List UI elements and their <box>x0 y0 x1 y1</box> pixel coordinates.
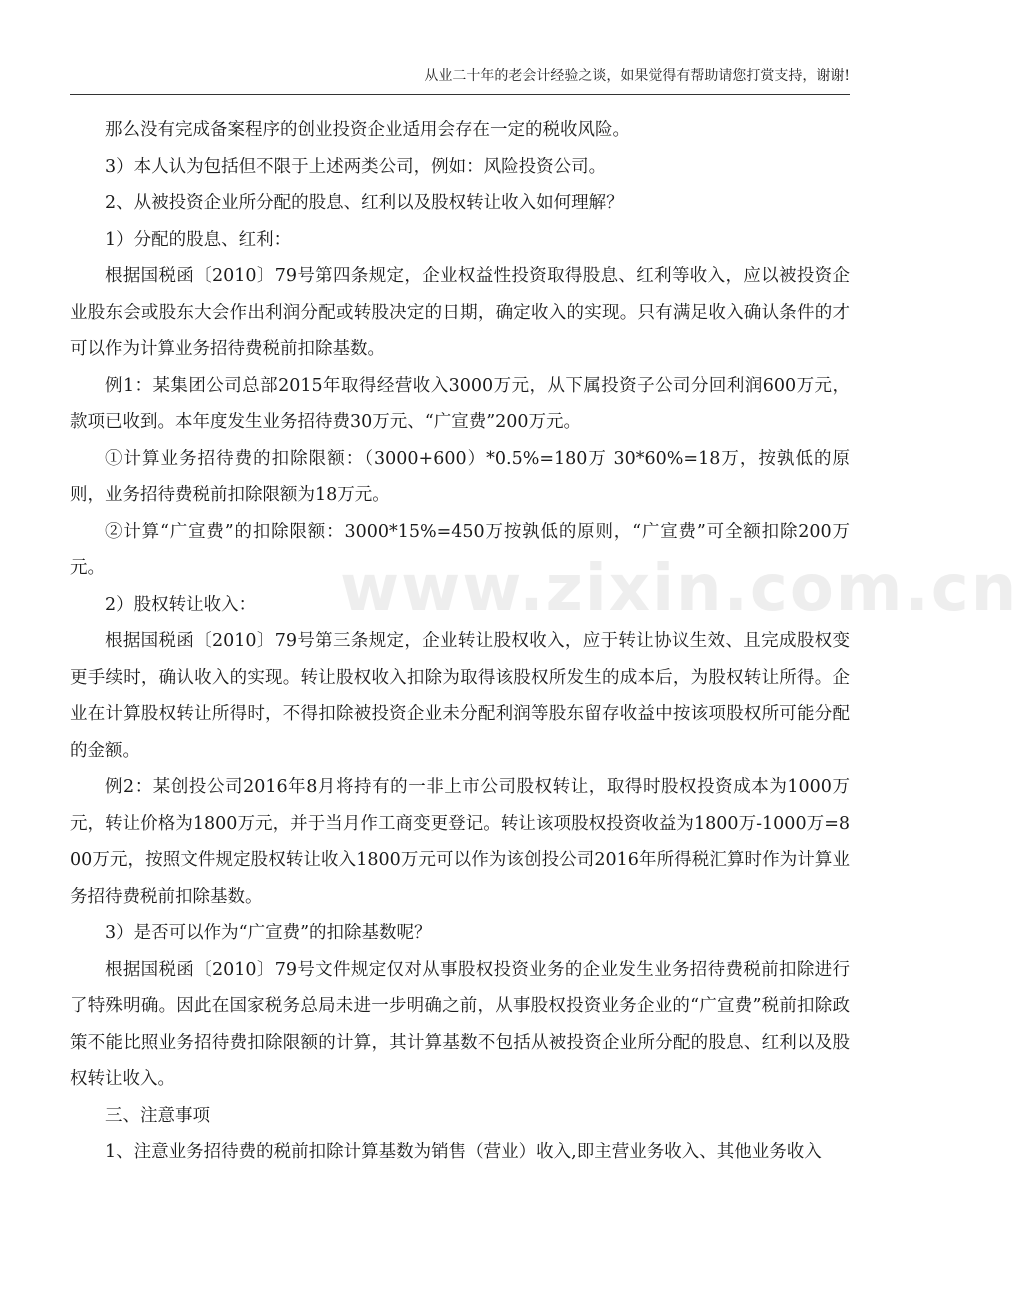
paragraph-example-1-calc-2: ②计算“广宣费”的扣除限额：3000*15%=450万按孰低的原则，“广宣费”可全额扣除200万元。 <box>70 521 850 578</box>
paragraph-rule-article-4: 根据国税函〔2010〕79号第四条规定，企业权益性投资取得股息、红利等收入，应以被投资企业股东会或股东大会作出利润分配或转股决定的日期，确定收入的实现。只有满足收入确认条件的才可以作为计算业务招待费税前扣除基数。 <box>70 266 850 359</box>
header-divider <box>70 94 850 95</box>
paragraph-example-1-calc-1: ①计算业务招待费的扣除限额：（3000+600）*0.5%=180万 30*60%=18万，按孰低的原则，业务招待费税前扣除限额为18万元。 <box>70 448 850 505</box>
paragraph-note-1: 1、注意业务招待费的税前扣除计算基数为销售（营业）收入,即主营业务收入、其他业务收入 <box>105 1142 822 1162</box>
paragraph-rule-article-3: 根据国税函〔2010〕79号第三条规定，企业转让股权收入，应于转让协议生效、且完成股权变更手续时，确认收入的实现。转让股权收入扣除为取得该股权所发生的成本后，为股权转让所得。企业在计算股权转让所得时，不得扣除被投资企业未分配利润等股东留存收益中按该项股权所可能分配的金额。 <box>70 631 850 761</box>
paragraph-point-3-venture: 3）本人认为包括但不限于上述两类公司，例如：风险投资公司。 <box>105 156 607 177</box>
subheading-dividends: 1）分配的股息、红利： <box>105 229 292 250</box>
paragraph-ad-base-explanation: 根据国税函〔2010〕79号文件规定仅对从事股权投资业务的企业发生业务招待费税前扣除进行了特殊明确。因此在国家税务总局未进一步明确之前，从事股权投资业务企业的“广宣费”税前扣除政策不能比照业务招待费扣除限额的计算，其计算基数不包括从被投资企业所分配的股息、红利以及股权转让收入。 <box>70 959 850 1089</box>
page-header: 从业二十年的老会计经验之谈，如果觉得有帮助请您打赏支持，谢谢! <box>424 68 850 84</box>
paragraph-example-1: 例1：某集团公司总部2015年取得经营收入3000万元，从下属投资子公司分回利润600万元，款项已收到。本年度发生业务招待费30万元、“广宣费”200万元。 <box>70 375 850 432</box>
subheading-equity-transfer: 2）股权转让收入： <box>105 594 257 615</box>
section-heading-2: 2、从被投资企业所分配的股息、红利以及股权转让收入如何理解？ <box>105 193 624 213</box>
watermark: www.zixin.com.cn <box>340 552 1018 626</box>
paragraph-example-2: 例2：某创投公司2016年8月将持有的一非上市公司股权转让，取得时股权投资成本为1000万元，转让价格为1800万元，并于当月作工商变更登记。转让该项股权投资收益为1800万-1000万=800万元，按照文件规定股权转让收入1800万元可以作为该创投公司2016年所得税汇算时作为计算业务招待费税前扣除基数。 <box>70 777 850 907</box>
subheading-ad-base: 3）是否可以作为“广宣费”的扣除基数呢？ <box>105 923 432 943</box>
section-heading-notes: 三、注意事项 <box>105 1105 210 1126</box>
document-body <box>70 112 850 1171</box>
paragraph-risk-note: 那么没有完成备案程序的创业投资企业适用会存在一定的税收风险。 <box>105 120 630 140</box>
